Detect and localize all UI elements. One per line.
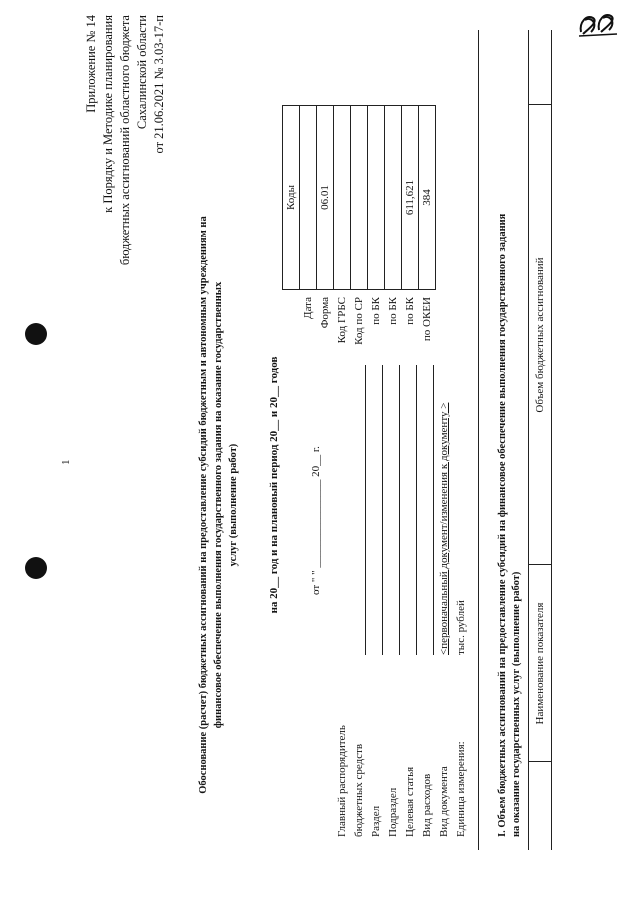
- title-line-2: финансовое обеспечение выполнения государственного задания на оказание государственных: [213, 281, 224, 729]
- form-title: [198, 195, 240, 815]
- code-value-okei: 384: [421, 189, 433, 206]
- appendix-line-1: Приложение № 14: [84, 15, 98, 113]
- field-label-grbs-1: Главный распорядитель: [336, 725, 348, 837]
- code-value-bk-3: 611,621: [404, 179, 416, 216]
- code-label-grbs: Код ГРБС: [336, 297, 348, 344]
- field-line-grbs: [365, 365, 366, 655]
- code-label-date: Дата: [302, 297, 314, 319]
- appendix-line-3: бюджетных ассигнований областного бюджета: [118, 15, 132, 266]
- column-indicator-name: Наименование показателя: [534, 602, 546, 725]
- field-label-expense-type: Вид расходов: [421, 773, 433, 837]
- field-label-unit: Единица измерения:: [455, 741, 467, 837]
- field-label-section: Раздел: [370, 805, 382, 837]
- separator-line: [478, 30, 479, 850]
- appendix-block: [84, 15, 166, 285]
- code-label-okei: по ОКЕИ: [421, 297, 433, 342]
- appendix-line-4: Сахалинской области: [135, 15, 149, 130]
- section1-title-line-2: на оказание государственных услуг (выполнение работ): [511, 571, 522, 837]
- title-line-3: услуг (выполнение работ): [228, 443, 239, 567]
- field-line-section: [382, 365, 383, 655]
- code-label-sr: Код по СР: [353, 297, 365, 345]
- appendix-line-2: к Порядку и Методике планирования: [101, 15, 115, 213]
- field-label-grbs-2: бюджетных средств: [353, 743, 365, 837]
- code-label-form: Форма: [319, 297, 331, 329]
- field-label-target-article: Целевая статья: [404, 766, 416, 837]
- field-line-subsection: [399, 365, 400, 655]
- code-label-bk-1: по БК: [370, 297, 382, 325]
- codes-table: [282, 105, 436, 290]
- page-number: 1: [60, 459, 72, 465]
- field-line-expense-type: [433, 365, 434, 655]
- code-label-bk-3: по БК: [404, 297, 416, 325]
- code-label-bk-2: по БК: [387, 297, 399, 325]
- date-line: от " " ________________ 20__ г.: [310, 446, 322, 595]
- title-line-1: Обоснование (расчет) бюджетных ассигнований на предоставление субсидий бюджетным и автономным учреждениям на: [198, 216, 209, 794]
- appendix-line-5: от 21.06.2021 № 3.03-17-п: [152, 15, 166, 154]
- field-line-target-article: [416, 365, 417, 655]
- period-line: на 20__ год и на плановый период 20__ и 20__ годов: [268, 356, 280, 614]
- field-value-unit: тыс. рублей: [455, 600, 467, 655]
- field-label-subsection: Подраздел: [387, 787, 399, 837]
- code-value-form: 06.01: [319, 185, 331, 210]
- codes-header: Коды: [285, 185, 297, 210]
- section1-title-line-1: I. Объем бюджетных ассигнований на предоставление субсидий на финансовое обеспечение выполнения государственного задания: [497, 213, 508, 837]
- field-label-document-type: Вид документа: [438, 766, 450, 837]
- field-value-document-type: <первоначальный документ/изменения к документу >: [438, 402, 450, 655]
- section1-table-header: [528, 30, 552, 850]
- column-allocation-volume: Объем бюджетных ассигнований: [534, 257, 546, 413]
